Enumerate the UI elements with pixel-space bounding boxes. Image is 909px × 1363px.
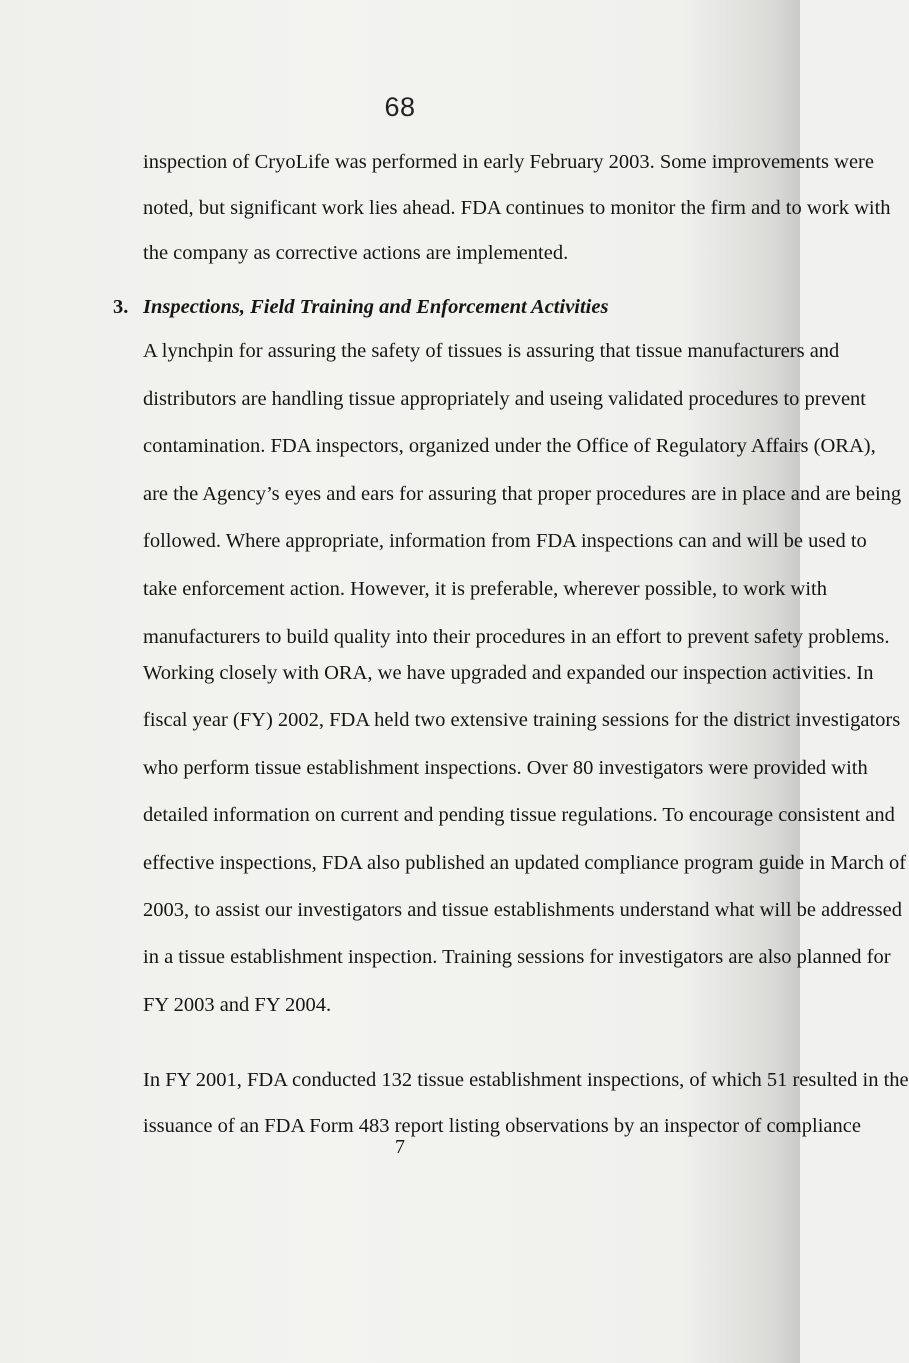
text-line: the company as corrective actions are implemented. <box>143 242 569 265</box>
section-number: 3. <box>113 296 129 318</box>
paragraph-lynchpin <box>143 328 902 661</box>
text-line: detailed information on current and pending tissue regulations. To encourage consistent and <box>143 804 895 827</box>
text-line: followed. Where appropriate, information from FDA inspections can and will be used to <box>143 530 867 553</box>
paragraph-ora-training <box>143 650 907 1029</box>
text-line: in a tissue establishment inspection. Training sessions for investigators are also planned for <box>143 946 891 969</box>
text-line: contamination. FDA inspectors, organized under the Office of Regulatory Affairs (ORA), <box>143 435 876 458</box>
section-title: Inspections, Field Training and Enforcement Activities <box>143 296 609 318</box>
text-line: issuance of an FDA Form 483 report listing observations by an inspector of compliance <box>143 1114 861 1137</box>
text-line: manufacturers to build quality into their procedures in an effort to prevent safety problems. <box>143 625 890 648</box>
text-line: 2003, to assist our investigators and tissue establishments understand what will be addressed <box>143 899 902 922</box>
section-heading <box>113 296 608 319</box>
text-line: noted, but significant work lies ahead. FDA continues to monitor the firm and to work with <box>143 196 891 219</box>
text-line: effective inspections, FDA also published an updated compliance program guide in March of <box>143 851 907 874</box>
paragraph-cryolife-inspection <box>143 140 891 277</box>
footer-page-number: 7 <box>395 1136 405 1158</box>
text-line: In FY 2001, FDA conducted 132 tissue establishment inspections, of which 51 resulted in the <box>143 1069 909 1091</box>
text-line: fiscal year (FY) 2002, FDA held two extensive training sessions for the district investigators <box>143 709 901 732</box>
text-line: Working closely with ORA, we have upgraded and expanded our inspection activities. In <box>143 662 874 684</box>
text-line: are the Agency’s eyes and ears for assuring that proper procedures are in place and are being <box>143 482 902 505</box>
text-line: FY 2003 and FY 2004. <box>143 993 332 1016</box>
text-line: distributors are handling tissue appropriately and useing validated procedures to prevent <box>143 387 866 410</box>
text-line: who perform tissue establishment inspections. Over 80 investigators were provided with <box>143 756 868 779</box>
text-line: inspection of CryoLife was performed in early February 2003. Some improvements were <box>143 151 874 173</box>
text-line: A lynchpin for assuring the safety of tissues is assuring that tissue manufacturers and <box>143 340 840 362</box>
page-number: 68 <box>384 92 416 122</box>
text-line: take enforcement action. However, it is preferable, wherever possible, to work with <box>143 577 827 600</box>
